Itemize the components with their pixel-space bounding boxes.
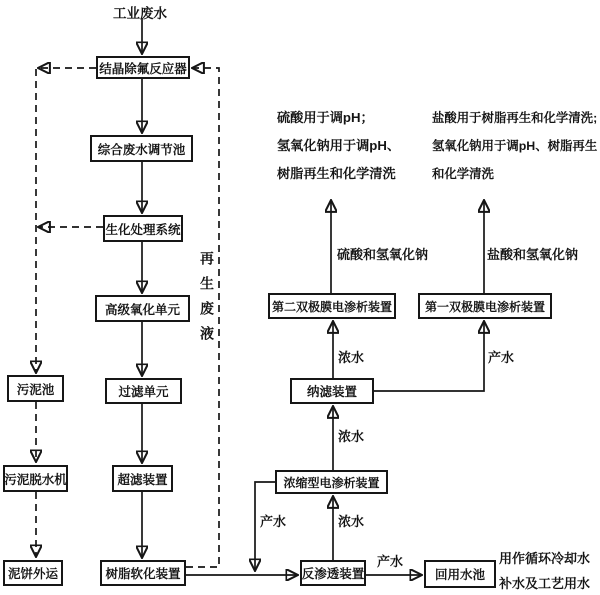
hcl-usage-line1: 盐酸用于树脂再生和化学清洗;: [432, 111, 598, 125]
regen-waste-liquid-label: 再生废液: [199, 251, 215, 351]
node-reverse-osmosis: 反渗透装置: [300, 560, 366, 586]
product-water-label-conced-return: 产水: [260, 514, 287, 529]
hcl-usage-note: [432, 104, 597, 188]
node-resin-softening: 树脂软化装置: [100, 560, 186, 586]
node-filtration-unit: 过滤单元: [105, 378, 182, 404]
sulfuric-usage-line3: 树脂再生和化学清洗: [277, 166, 396, 181]
concentrate-water-label-nf-to-bp: 浓水: [338, 350, 365, 365]
hcl-naoh-label: 盐酸和氢氧化钠: [487, 247, 579, 262]
source-label: 工业废水: [113, 6, 167, 21]
node-advanced-oxidation: 高级氧化单元: [95, 295, 190, 322]
node-crystallization-reactor: 结晶除氟反应器: [96, 56, 190, 79]
product-water-label-ro-to-reuse: 产水: [377, 554, 404, 569]
node-ultrafiltration: 超滤装置: [112, 465, 173, 492]
node-second-bipolar-ed: 第二双极膜电渗析装置: [268, 293, 396, 319]
sulfuric-usage-line2: 氢氧化钠用于调pH、: [277, 138, 401, 153]
node-sludge-dewatering: 污泥脱水机: [3, 465, 68, 492]
node-nanofiltration: 纳滤装置: [290, 378, 374, 404]
reuse-water-line2: 补水及工艺用水: [499, 576, 591, 591]
node-sludge-tank: 污泥池: [7, 375, 64, 402]
node-first-bipolar-ed: 第一双极膜电渗析装置: [418, 293, 552, 319]
concentrate-water-label-ro-to-conced: 浓水: [338, 514, 365, 529]
hcl-usage-line2: 氢氧化钠用于调pH、树脂再生: [432, 139, 598, 153]
concentrate-water-label-conced-to-nf: 浓水: [338, 429, 365, 444]
node-biochemical-system: 生化处理系统: [103, 215, 183, 242]
node-reuse-pool: 回用水池: [424, 560, 496, 588]
reuse-water-line1: 用作循环冷却水: [499, 551, 591, 566]
hcl-usage-line3: 和化学清洗: [432, 167, 494, 181]
sulfuric-usage-note: [277, 104, 400, 188]
edge-nf-product-to-first-bp: [374, 321, 484, 391]
reuse-water-note: [499, 546, 590, 595]
sulfuric-usage-line1: 硫酸用于调pH；: [277, 110, 374, 125]
node-concentrating-ed: 浓缩型电渗析装置: [275, 470, 388, 494]
product-water-label-nf-to-bp: 产水: [488, 350, 515, 365]
node-regulating-tank: 综合废水调节池: [90, 135, 193, 162]
node-mud-cake-transport: 泥饼外运: [3, 560, 63, 586]
sulfuric-naoh-label: 硫酸和氢氧化钠: [337, 247, 429, 262]
